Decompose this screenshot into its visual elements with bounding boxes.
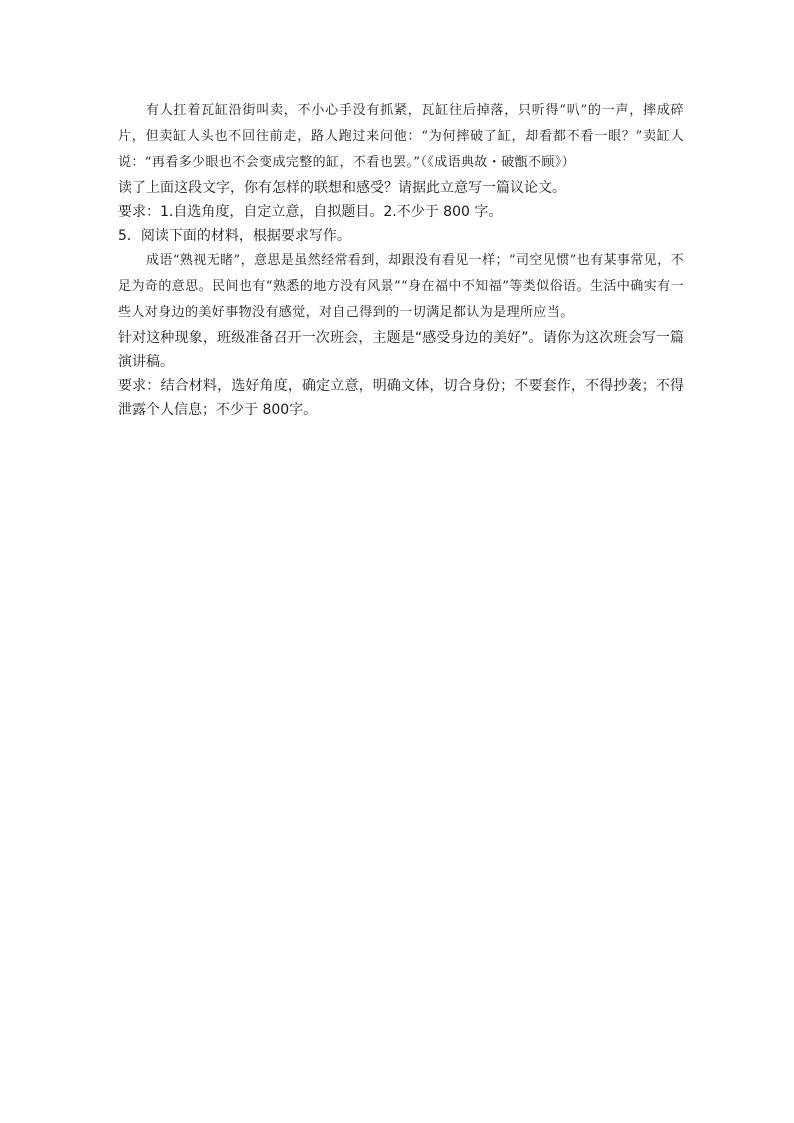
material-paragraph-broken-jar: 有人扛着瓦缸沿街叫卖，不小心手没有抓紧，瓦缸往后掉落，只听得“叭”的一声，摔成碎片，但卖缸人头也不回往前走，路人跑过来问他：“为何摔破了缸，却看都不看一眼？”卖缸人说：“再看多少眼也不会变成完整的缸，不看也罢。”（《成语典故・破甑不顾》） (118, 103, 684, 170)
material-paragraph-idioms: 成语“熟视无睹”，意思是虽然经常看到，却跟没有看见一样；“司空见惯”也有某事常见，不足为奇的意思。民间也有“熟悉的地方没有风景”“身在福中不知福”等类似俗语。生活中确实有一些人对身边的美好事物没有感觉，对自己得到的一切满足都认为是理所应当。 (118, 253, 684, 320)
writing-prompt-speech: 针对这种现象，班级准备召开一次班会，主题是“感受身边的美好”。请你为这次班会写一篇演讲稿。 (118, 330, 684, 370)
writing-requirement: 要求：结合材料，选好角度，确定立意，明确文体，切合身份；不要套作，不得抄袭；不得泄露个人信息；不少于 800字。 (118, 378, 684, 418)
writing-prompt-essay: 读了上面这段文字，你有怎样的联想和感受？请据此立意写一篇议论文。 (118, 180, 566, 196)
page-content (118, 98, 684, 422)
writing-requirement: 要求：1.自选角度，自定立意，自拟题目。2.不少于 800 字。 (118, 204, 503, 220)
question-heading: 5．阅读下面的材料，根据要求写作。 (118, 228, 351, 244)
